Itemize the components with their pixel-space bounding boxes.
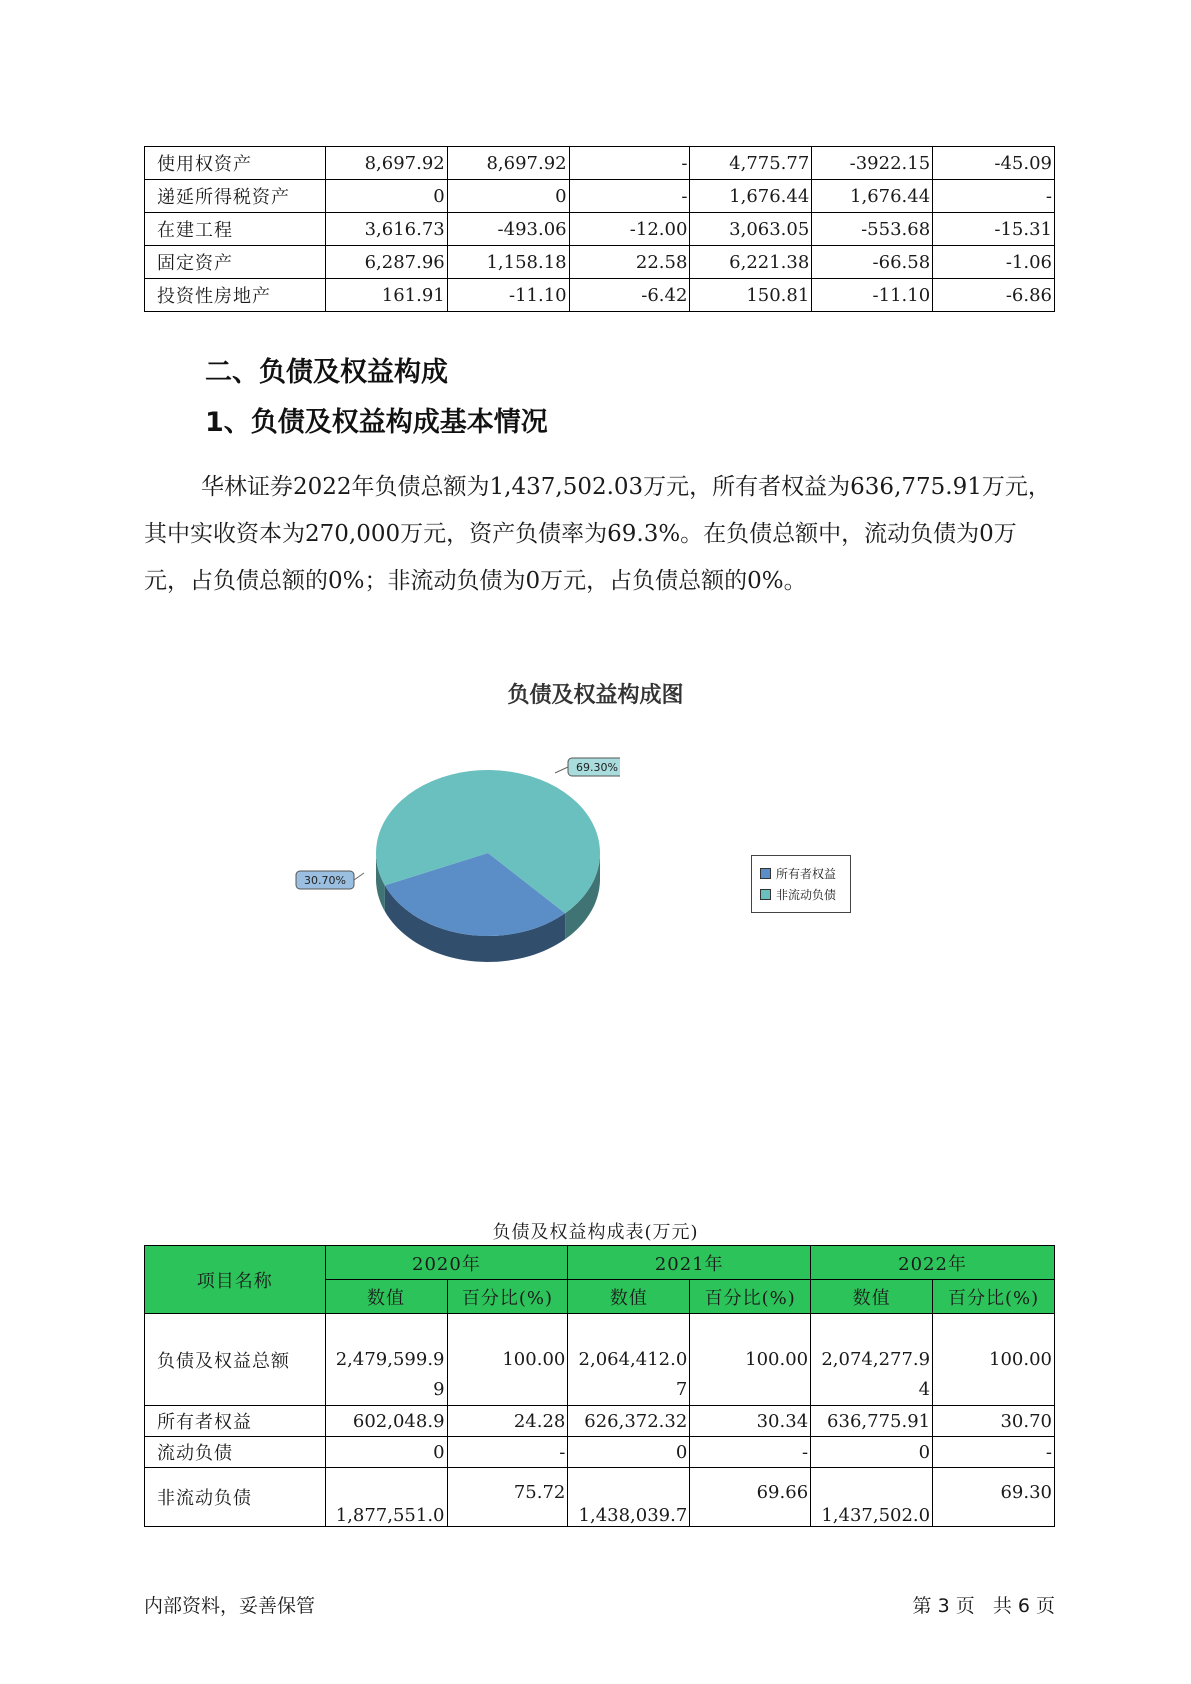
- header-year: 2021年: [568, 1246, 811, 1280]
- footer-note: 内部资料，妥善保管: [144, 1595, 316, 1617]
- table-cell: 1,676.44: [690, 180, 812, 213]
- row-label: 使用权资产: [145, 147, 326, 180]
- value-text: 602,048.9: [352, 1410, 445, 1432]
- chart-legend: [751, 855, 851, 913]
- section-heading: 二、负债及权益构成: [205, 357, 448, 388]
- header-value: 数值: [568, 1280, 690, 1314]
- leader-line: [354, 873, 364, 880]
- percent-cell: 30.70: [933, 1406, 1055, 1437]
- data-label-text: 69.30%: [576, 761, 618, 774]
- debt-equity-table: [144, 1245, 1055, 1527]
- table-cell: -66.58: [812, 246, 933, 279]
- table-row: [145, 180, 1055, 213]
- legend-label: 所有者权益: [776, 867, 837, 881]
- table-cell: -45.09: [933, 147, 1055, 180]
- table-row: [145, 1468, 1055, 1527]
- table-cell: -493.06: [447, 213, 569, 246]
- chart-title: 负债及权益构成图: [507, 683, 684, 708]
- value-text: 2,064,412.0: [578, 1349, 688, 1370]
- table-cell: 0: [325, 180, 447, 213]
- table-cell: 1,158.18: [447, 246, 569, 279]
- row-label: 流动负债: [145, 1437, 326, 1468]
- percent-cell: 69.66: [690, 1468, 811, 1527]
- data-label: [568, 758, 620, 776]
- value-cell: [811, 1437, 933, 1468]
- value-cell: [325, 1437, 447, 1468]
- table-cell: 0: [447, 180, 569, 213]
- table-cell: -11.10: [447, 279, 569, 312]
- table-row: [145, 246, 1055, 279]
- value-cell: [325, 1468, 447, 1527]
- data-label: [296, 871, 354, 889]
- value-cell: [811, 1314, 933, 1406]
- legend-label: 非流动负债: [776, 888, 837, 902]
- header-percent: 百分比(%): [690, 1280, 811, 1314]
- value-text: 2,479,599.9: [335, 1349, 445, 1370]
- table-cell: 6,221.38: [690, 246, 812, 279]
- asset-table: [144, 146, 1055, 312]
- header-value: 数值: [811, 1280, 933, 1314]
- value-text: 0: [918, 1441, 931, 1463]
- subsection-heading: 1、负债及权益构成基本情况: [205, 407, 548, 438]
- value-text: 1,437,502.0: [821, 1505, 931, 1526]
- value-text-wrap: 9: [433, 1379, 445, 1400]
- pie-chart: [290, 755, 620, 970]
- body-paragraph: 华林证券2022年负债总额为1,437,502.03万元，所有者权益为636,775.91万元，其中实收资本为270,000万元，资产负债率为69.3%。在负债总额中，流动负债为0万元，占负债总额的0%；非流动负债为0万元，占负债总额的0%。: [144, 474, 1051, 594]
- percent-cell: -: [447, 1437, 568, 1468]
- table-cell: -: [569, 180, 690, 213]
- page-number: 第 3 页 共 6 页: [912, 1595, 1055, 1617]
- row-label: 在建工程: [145, 213, 326, 246]
- value-text: 636,775.91: [827, 1410, 931, 1432]
- row-label: 非流动负债: [145, 1468, 326, 1527]
- value-text: 0: [675, 1441, 688, 1463]
- table-cell: 8,697.92: [325, 147, 447, 180]
- table-cell: 150.81: [690, 279, 812, 312]
- table-cell: 3,063.05: [690, 213, 812, 246]
- table-row: [145, 1406, 1055, 1437]
- percent-cell: 30.34: [690, 1406, 811, 1437]
- percent-cell: 100.00: [690, 1314, 811, 1406]
- table-cell: 8,697.92: [447, 147, 569, 180]
- value-text: 1,877,551.0: [335, 1505, 445, 1526]
- header-year: 2020年: [325, 1246, 568, 1280]
- percent-cell: 24.28: [447, 1406, 568, 1437]
- table-cell: -1.06: [933, 246, 1055, 279]
- percent-cell: 100.00: [447, 1314, 568, 1406]
- leader-line: [555, 767, 568, 773]
- percent-cell: 100.00: [933, 1314, 1055, 1406]
- row-label: 递延所得税资产: [145, 180, 326, 213]
- percent-cell: 75.72: [447, 1468, 568, 1527]
- value-cell: [811, 1468, 933, 1527]
- value-cell: [811, 1406, 933, 1437]
- value-text-wrap: 7: [675, 1379, 688, 1400]
- table-row: [145, 213, 1055, 246]
- table-row: [145, 1314, 1055, 1406]
- table-cell: -: [933, 180, 1055, 213]
- table-cell: -11.10: [812, 279, 933, 312]
- value-text: 626,372.32: [584, 1410, 688, 1432]
- value-cell: [325, 1406, 447, 1437]
- value-cell: [568, 1406, 690, 1437]
- table-cell: 6,287.96: [325, 246, 447, 279]
- data-label-text: 30.70%: [304, 874, 346, 887]
- table-row: [145, 279, 1055, 312]
- table-cell: 4,775.77: [690, 147, 812, 180]
- table-cell: 1,676.44: [812, 180, 933, 213]
- table-row: [145, 1437, 1055, 1468]
- table-cell: 3,616.73: [325, 213, 447, 246]
- legend-swatch: [760, 868, 771, 879]
- legend-item: [760, 865, 836, 882]
- percent-cell: -: [690, 1437, 811, 1468]
- legend-swatch: [760, 889, 771, 900]
- value-text: 0: [433, 1441, 445, 1463]
- table-cell: 161.91: [325, 279, 447, 312]
- table-cell: -3922.15: [812, 147, 933, 180]
- percent-cell: 69.30: [933, 1468, 1055, 1527]
- header-item-name: 项目名称: [145, 1246, 326, 1314]
- value-text-wrap: 4: [918, 1379, 931, 1400]
- header-percent: 百分比(%): [447, 1280, 568, 1314]
- header-percent: 百分比(%): [933, 1280, 1055, 1314]
- table-cell: -: [569, 147, 690, 180]
- header-year: 2022年: [811, 1246, 1055, 1280]
- header-value: 数值: [325, 1280, 447, 1314]
- table-cell: -553.68: [812, 213, 933, 246]
- row-label: 负债及权益总额: [145, 1314, 326, 1406]
- value-cell: [568, 1314, 690, 1406]
- table-cell: -6.86: [933, 279, 1055, 312]
- value-cell: [325, 1314, 447, 1406]
- value-text: 1,438,039.7: [578, 1505, 688, 1526]
- table-cell: 22.58: [569, 246, 690, 279]
- table-cell: -15.31: [933, 213, 1055, 246]
- value-cell: [568, 1468, 690, 1527]
- table-cell: -6.42: [569, 279, 690, 312]
- value-text: 2,074,277.9: [821, 1349, 931, 1370]
- table-caption: 负债及权益构成表(万元): [492, 1222, 699, 1243]
- value-cell: [568, 1437, 690, 1468]
- percent-cell: -: [933, 1437, 1055, 1468]
- row-label: 固定资产: [145, 246, 326, 279]
- row-label: 所有者权益: [145, 1406, 326, 1437]
- row-label: 投资性房地产: [145, 279, 326, 312]
- table-cell: -12.00: [569, 213, 690, 246]
- table-row: [145, 147, 1055, 180]
- legend-item: [760, 886, 836, 903]
